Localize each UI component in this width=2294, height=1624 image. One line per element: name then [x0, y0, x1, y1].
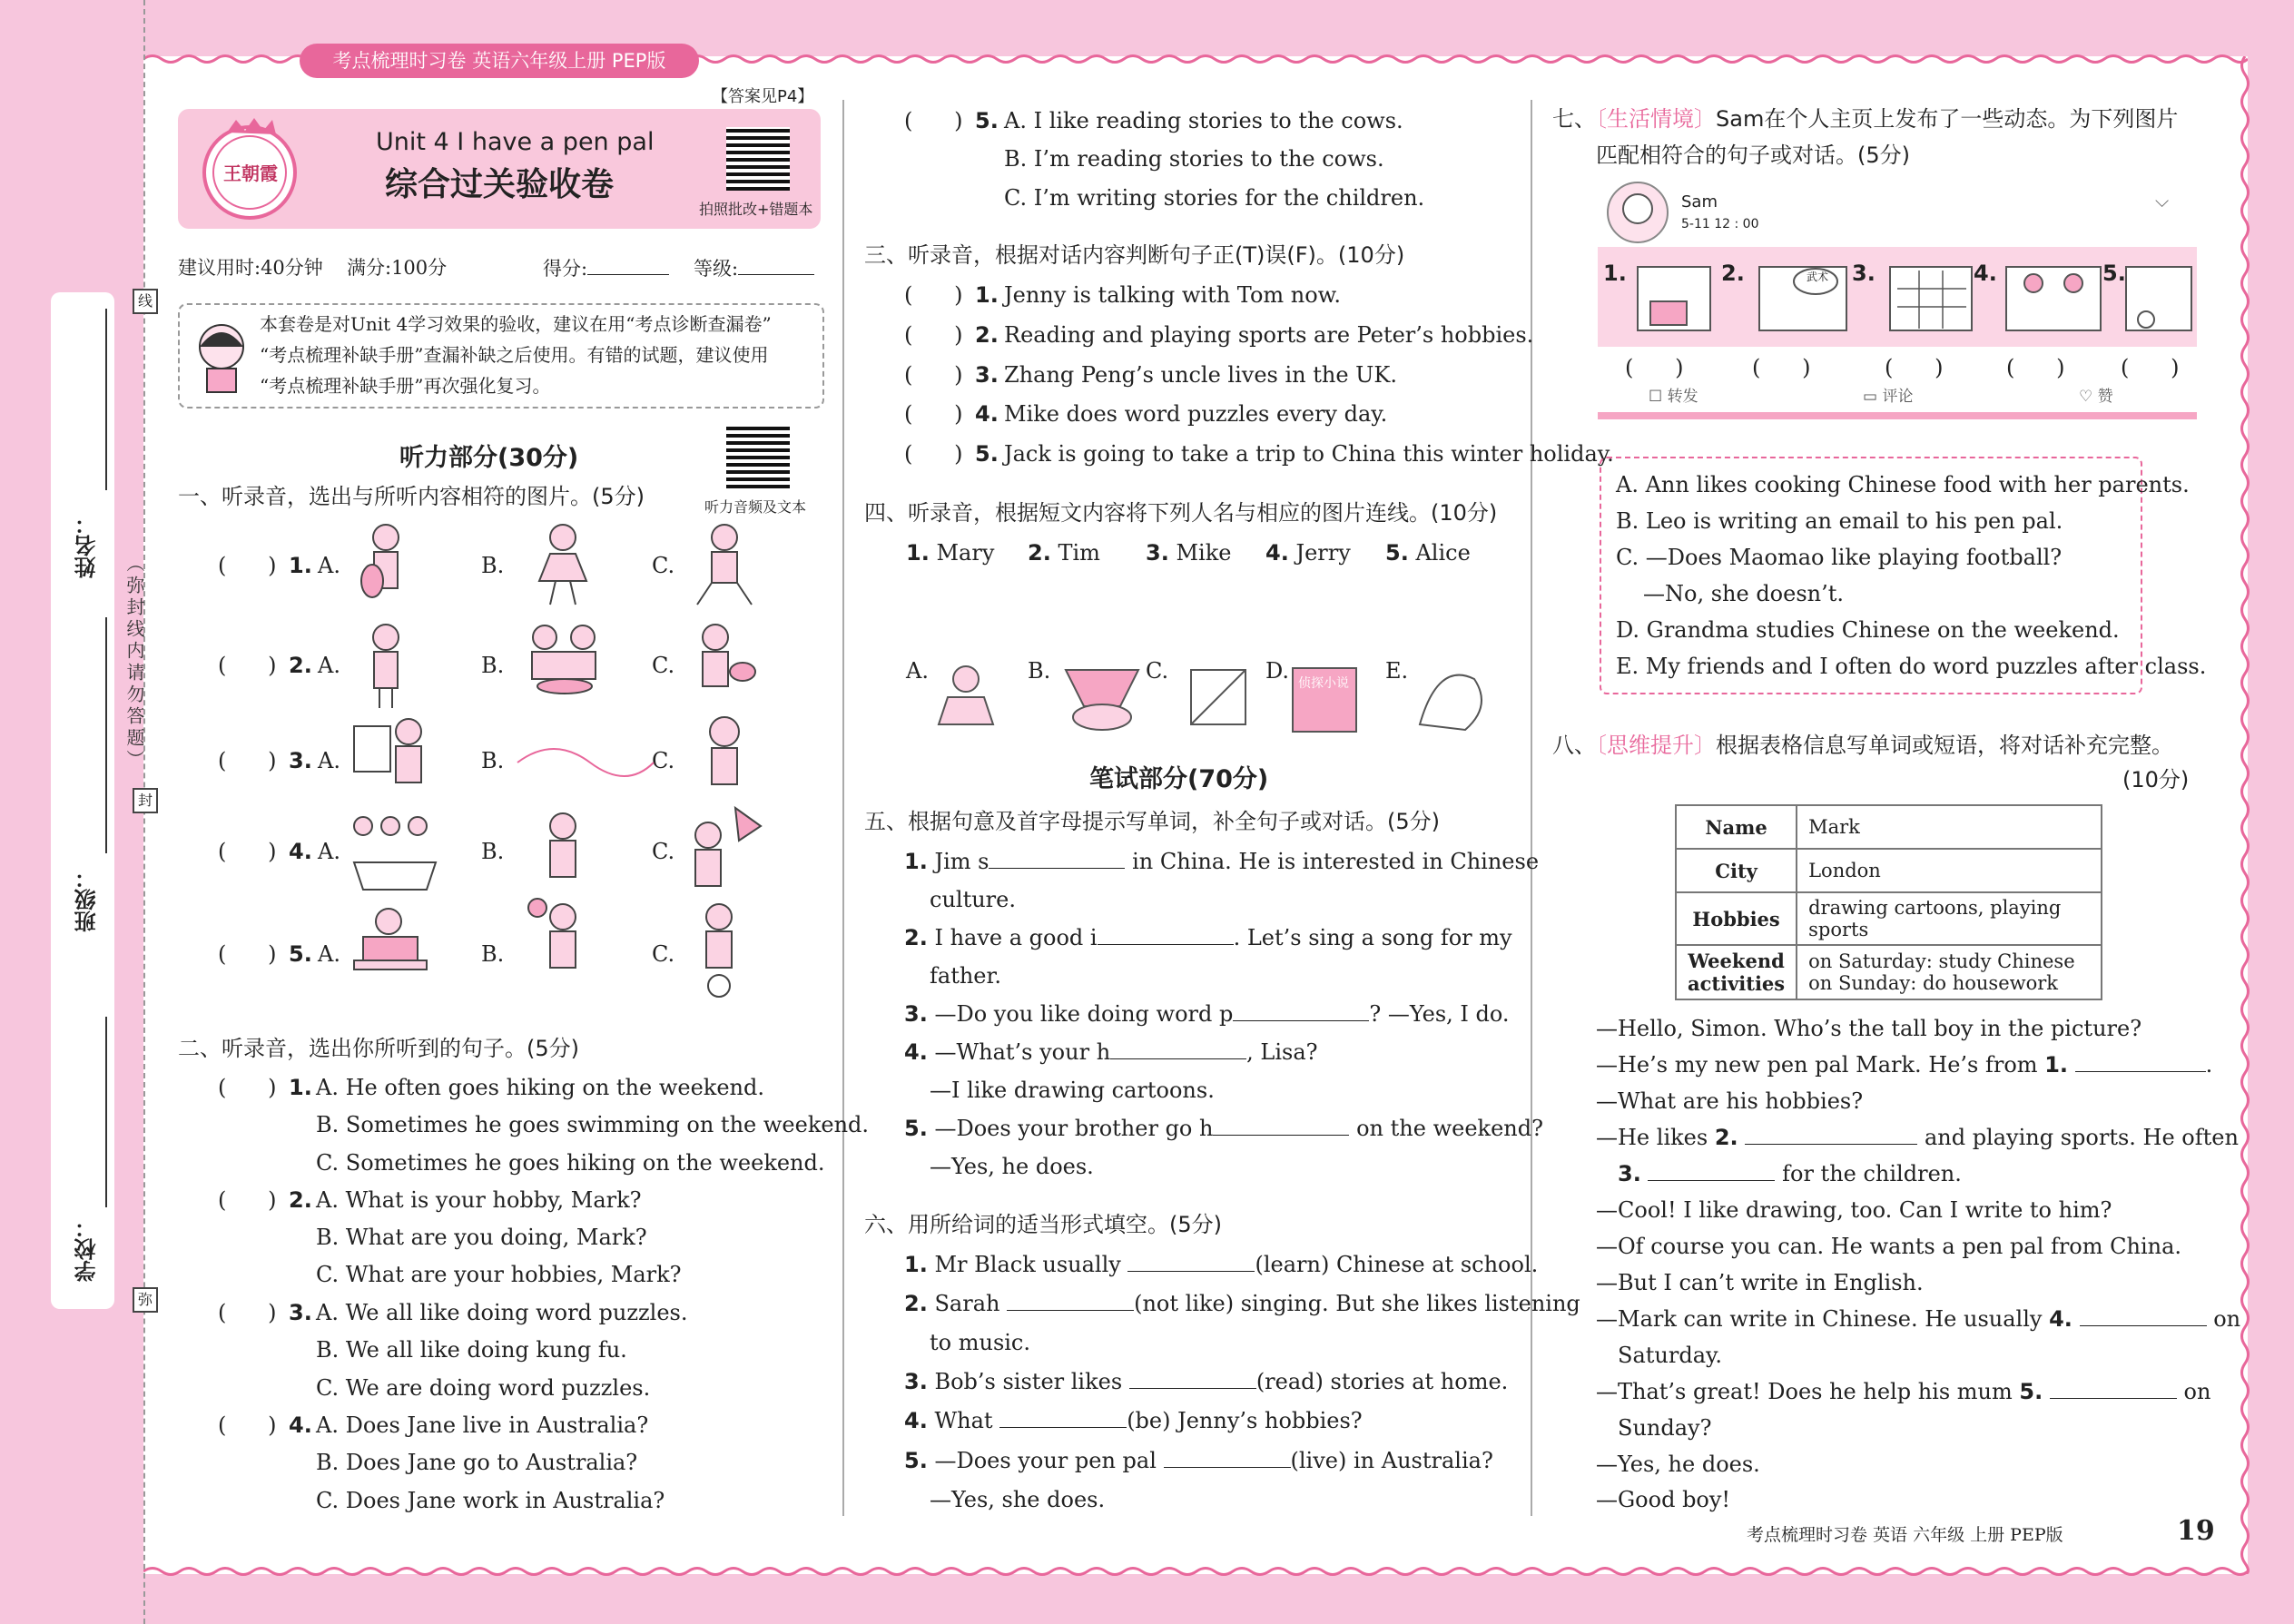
s7-title-1: 七、〔生活情境〕Sam在个人主页上发布了一些动态。为下列图片 — [1552, 106, 2179, 132]
table-row: Weekend activities on Saturday: study Chinese on Sunday: do housework — [1676, 945, 2102, 999]
full-meta: 满分:100分 — [347, 257, 448, 279]
wavy-border-bottom — [143, 1565, 2248, 1578]
s4-pic-a[interactable]: A. — [906, 658, 929, 684]
class-line[interactable] — [105, 617, 107, 853]
dialogue-line: —Cool! I like drawing, too. Can I write to him? — [1596, 1197, 2112, 1223]
s1-opt-c[interactable]: C. — [652, 839, 675, 864]
s1-opt-c[interactable]: C. — [652, 941, 675, 967]
unit-title: Unit 4 I have a pen pal — [376, 128, 655, 156]
avatar — [1605, 180, 1670, 245]
note-line-3: “考点梳理补缺手册”再次强化复习。 — [260, 375, 551, 397]
header-tab: 考点梳理时习卷 英语六年级上册 PEP版 — [300, 44, 699, 78]
s3-num: 3. — [975, 362, 999, 388]
s6-blank[interactable] — [1007, 1290, 1134, 1311]
post-time: 5-11 12 : 00 — [1681, 217, 1759, 231]
s4-name-2[interactable]: 2. Tim — [1028, 540, 1100, 566]
like-icon: ♡ — [2079, 388, 2093, 406]
s4-name-4[interactable]: 4. Jerry — [1265, 540, 1351, 566]
s3-text: Mike does word puzzles every day. — [1004, 401, 1388, 427]
dialogue-line: —But I can’t write in English. — [1596, 1270, 1924, 1295]
dialogue-line: —Hello, Simon. Who’s the tall boy in the picture? — [1596, 1016, 2142, 1041]
school-line[interactable] — [105, 1017, 107, 1207]
s1-illustrations — [345, 517, 772, 1008]
post-pic-1: 1. — [1603, 261, 1627, 286]
s2-opt[interactable]: C. Does Jane work in Australia? — [316, 1488, 665, 1513]
s2-opt[interactable]: C. I’m writing stories for the children. — [1004, 185, 1425, 211]
s6-item-3: 3. Bob’s sister likes (read) stories at home. — [904, 1369, 1509, 1394]
s1-num: 3. — [289, 748, 312, 773]
s6-item-4: 4. What (be) Jenny’s hobbies? — [904, 1408, 1363, 1433]
s7-option-c: C. —Does Maomao like playing football? — [1616, 545, 2063, 570]
s6-blank[interactable] — [1129, 1368, 1256, 1389]
s8-blank-1[interactable] — [2075, 1051, 2206, 1072]
s2-opt[interactable]: C. What are your hobbies, Mark? — [316, 1262, 682, 1287]
s5-item-2-cont: father. — [930, 963, 1001, 989]
s2-opt[interactable]: A. We all like doing word puzzles. — [316, 1300, 688, 1325]
dialogue-line: —What are his hobbies? — [1596, 1088, 1864, 1114]
s3-text: Jenny is talking with Tom now. — [1004, 282, 1342, 308]
s6-blank[interactable] — [1164, 1447, 1291, 1468]
s5-blank[interactable] — [1213, 1115, 1349, 1136]
post-user: Sam — [1681, 192, 1718, 212]
mark-line: 线 — [133, 289, 158, 314]
score-label: 得分: — [543, 258, 588, 280]
column-divider-1 — [842, 100, 844, 1516]
s7-title-2: 匹配相符合的句子或对话。(5分) — [1596, 143, 1910, 168]
note-line-2: “考点梳理补缺手册”查漏补缺之后使用。有错的试题，建议使用 — [260, 344, 769, 366]
answer-paren-1[interactable]: ( ) — [1625, 355, 1684, 380]
like-button[interactable]: ♡ 赞 — [2079, 388, 2113, 406]
dialogue-line: Saturday. — [1618, 1343, 1722, 1368]
class-label: 班级： — [74, 867, 100, 932]
s1-opt-c[interactable]: C. — [652, 748, 675, 773]
s8-score: (10分) — [2122, 767, 2190, 792]
s6-item-2: 2. Sarah (not like) singing. But she likes listening — [904, 1291, 1580, 1316]
s5-item-2: 2. I have a good i . Let’s sing a song for my — [904, 925, 1512, 950]
s2-opt[interactable]: B. I’m reading stories to the cows. — [1004, 146, 1384, 172]
s2-opt[interactable]: A. He often goes hiking on the weekend. — [316, 1075, 764, 1100]
share-button[interactable]: ☐ 转发 — [1649, 388, 1698, 406]
share-icon: ☐ — [1649, 388, 1663, 406]
s8-blank-5[interactable] — [2050, 1378, 2177, 1399]
grade-label: 等级: — [694, 258, 739, 280]
post-pic-5: 5. — [2102, 261, 2126, 286]
main-title: 综合过关验收卷 — [385, 166, 615, 203]
school-label: 学校： — [74, 1216, 100, 1282]
logo-text: 王朝霞 — [223, 162, 278, 184]
wavy-border-right — [2239, 56, 2251, 1574]
listening-heading: 听力部分(30分) — [399, 444, 579, 472]
post-pic-4: 4. — [1974, 261, 1997, 286]
s5-item-3: 3. —Do you like doing word p ? —Yes, I do. — [904, 1001, 1510, 1027]
s4-pic-e[interactable]: E. — [1385, 658, 1409, 684]
answer-paren-3[interactable]: ( ) — [1885, 355, 1944, 380]
sam-post-card — [1598, 174, 2197, 419]
answer-ref: 【答案见P4】 — [712, 87, 814, 106]
s5-item-4-cont: —I like drawing cartoons. — [930, 1078, 1215, 1103]
s1-opt-b[interactable]: B. — [481, 653, 505, 678]
s7-option-e: E. My friends and I often do word puzzles after class. — [1616, 654, 2207, 679]
s6-item-2-cont: to music. — [930, 1330, 1030, 1355]
s7-option-a: A. Ann likes cooking Chinese food with her parents. — [1616, 472, 2190, 497]
footer-text: 考点梳理时习卷 英语 六年级 上册 PEP版 — [1747, 1525, 2063, 1545]
book-label: 侦探小说 — [1298, 676, 1349, 691]
s2-opt[interactable]: A. Does Jane live in Australia? — [316, 1412, 649, 1438]
s1-opt-a[interactable]: A. — [318, 553, 340, 578]
table-row: Name Mark — [1676, 805, 2102, 849]
s2-opt[interactable]: C. We are doing word puzzles. — [316, 1375, 651, 1401]
s3-num: 2. — [975, 322, 999, 348]
s2-opt[interactable]: A. What is your hobby, Mark? — [316, 1187, 642, 1213]
note-line-1: 本套卷是对Unit 4学习效果的验收，建议在用“考点诊断查漏卷” — [260, 313, 772, 335]
name-label: 姓名： — [74, 513, 100, 578]
dialogue-line: —That’s great! Does he help his mum 5. on — [1596, 1379, 2211, 1404]
s3-num: 4. — [975, 401, 999, 427]
seal-note: （弥封线内请勿答题） — [123, 554, 145, 772]
s4-pic-b[interactable]: B. — [1028, 658, 1051, 684]
s2-opt[interactable]: B. We all like doing kung fu. — [316, 1337, 627, 1363]
title-box — [178, 109, 821, 229]
s5-blank[interactable] — [1098, 924, 1234, 945]
answer-paren-5[interactable]: ( ) — [2121, 355, 2180, 380]
post-pic-3: 3. — [1852, 261, 1876, 286]
post-pic-2: 2. — [1721, 261, 1745, 286]
s8-blank-2[interactable] — [1745, 1124, 1917, 1145]
s5-item-1-cont: culture. — [930, 887, 1016, 912]
s3-num: 5. — [975, 441, 999, 467]
answer-paren-2[interactable]: ( ) — [1752, 355, 1811, 380]
page-number: 19 — [2177, 1515, 2215, 1547]
card-bottom-bar — [1598, 412, 2197, 419]
s1-opt-c[interactable]: C. — [652, 653, 675, 678]
s5-blank[interactable] — [1110, 1038, 1246, 1059]
post-pictures — [1625, 256, 2197, 343]
s1-opt-a[interactable]: A. — [318, 941, 340, 967]
s5-item-4: 4. —What’s your h , Lisa? — [904, 1039, 1318, 1065]
s2-opt[interactable]: C. Sometimes he goes hiking on the weekend. — [316, 1150, 825, 1176]
s7-option-d: D. Grandma studies Chinese on the weekend. — [1616, 617, 2120, 643]
writing-heading: 笔试部分(70分) — [1089, 765, 1269, 793]
s1-opt-b[interactable]: B. — [481, 553, 505, 578]
s8-blank-3[interactable] — [1648, 1160, 1775, 1181]
s2-opt[interactable]: B. Does Jane go to Australia? — [316, 1450, 638, 1475]
s1-opt-a[interactable]: A. — [318, 748, 340, 773]
s3-text: Zhang Peng’s uncle lives in the UK. — [1004, 362, 1397, 388]
s3-text: Jack is going to take a trip to China this winter holiday. — [1004, 441, 1614, 467]
info-table — [1675, 804, 2102, 1000]
s6-blank[interactable] — [999, 1407, 1127, 1428]
s5-blank[interactable] — [1233, 1000, 1369, 1021]
dialogue-line: —Mark can write in Chinese. He usually 4. on — [1596, 1306, 2241, 1332]
s4-illustrations — [930, 652, 1511, 743]
chevron-down-icon[interactable]: ⌵ — [2155, 190, 2170, 212]
note-box — [178, 303, 824, 408]
s1-opt-a[interactable]: A. — [318, 839, 340, 864]
s7-option-c2: —No, she doesn’t. — [1643, 581, 1845, 606]
qr-code-icon[interactable] — [726, 127, 790, 191]
s1-num: 4. — [289, 839, 312, 864]
s3-num: 1. — [975, 282, 999, 308]
s1-num: 2. — [289, 653, 312, 678]
score-blank[interactable] — [587, 254, 669, 275]
s2-opt[interactable]: B. What are you doing, Mark? — [316, 1225, 647, 1250]
s6-item-1: 1. Mr Black usually (learn) Chinese at school. — [904, 1252, 1539, 1277]
dialogue-line: —Of course you can. He wants a pen pal from China. — [1596, 1234, 2182, 1259]
s2-num: 1. — [289, 1075, 312, 1100]
s2-num: 4. — [289, 1412, 312, 1438]
listening-qr-label: 听力音频及文本 — [704, 498, 807, 516]
s6-item-5: 5. —Does your pen pal (live) in Australia? — [904, 1448, 1493, 1473]
s6-title: 六、用所给词的适当形式填空。(5分) — [864, 1212, 1222, 1237]
s1-opt-b[interactable]: B. — [481, 839, 505, 864]
listening-qr-icon[interactable] — [726, 425, 790, 488]
grade-meta — [694, 254, 814, 282]
dialogue-line: —He’s my new pen pal Mark. He’s from 1. . — [1596, 1052, 2213, 1078]
dialogue-line: —Yes, he does. — [1596, 1452, 1760, 1477]
grade-blank[interactable] — [738, 254, 814, 275]
s6-blank[interactable] — [1127, 1251, 1255, 1272]
qr-label: 拍照批改+错题本 — [699, 201, 813, 218]
dialogue-line: —He likes 2. and playing sports. He often — [1596, 1125, 2239, 1150]
s3-text: Reading and playing sports are Peter’s hobbies. — [1004, 322, 1534, 348]
s7-option-b: B. Leo is writing an email to his pen pal. — [1616, 508, 2063, 534]
s5-item-5-cont: —Yes, he does. — [930, 1154, 1094, 1179]
s4-name-5[interactable]: 5. Alice — [1385, 540, 1471, 566]
table-row: Hobbies drawing cartoons, playing sports — [1676, 892, 2102, 945]
comment-icon: ▭ — [1863, 388, 1878, 406]
s1-num: 1. — [289, 553, 312, 578]
mark-mi: 弥 — [133, 1287, 158, 1313]
s1-opt-a[interactable]: A. — [318, 653, 340, 678]
name-line[interactable] — [105, 309, 107, 490]
s5-item-1: 1. Jim s in China. He is interested in Chinese — [904, 849, 1540, 874]
time-meta: 建议用时:40分钟 — [178, 257, 323, 279]
s4-pic-d[interactable]: D. — [1265, 658, 1290, 684]
dialogue-line: 3. for the children. — [1618, 1161, 1962, 1186]
s1-opt-c[interactable]: C. — [652, 553, 675, 578]
s2-opt[interactable]: A. I like reading stories to the cows. — [1004, 108, 1403, 133]
s6-item-5-cont: —Yes, she does. — [930, 1487, 1106, 1512]
dialogue-line: Sunday? — [1618, 1415, 1712, 1441]
s7-options-box — [1600, 457, 2207, 694]
mark-seal: 封 — [133, 788, 158, 813]
answer-paren-4[interactable]: ( ) — [2006, 355, 2065, 380]
score-meta — [543, 254, 669, 282]
dialogue-line: —Good boy! — [1596, 1487, 1731, 1512]
s1-title: 一、听录音，选出与所听内容相符的图片。(5分) — [178, 484, 645, 509]
s4-name-1[interactable]: 1. Mary — [906, 540, 995, 566]
s4-title: 四、听录音，根据短文内容将下列人名与相应的图片连线。(10分) — [864, 500, 1498, 526]
s4-pic-c[interactable]: C. — [1146, 658, 1169, 684]
s3-title: 三、听录音，根据对话内容判断句子正(T)误(F)。(10分) — [864, 242, 1405, 268]
s2-title: 二、听录音，选出你所听到的句子。(5分) — [178, 1036, 579, 1061]
s8-blank-4[interactable] — [2080, 1305, 2207, 1326]
girl-icon — [187, 314, 256, 396]
comment-button[interactable]: ▭ 评论 — [1863, 388, 1914, 406]
table-row: City London — [1676, 849, 2102, 892]
s5-title: 五、根据句意及首字母提示写单词，补全句子或对话。(5分) — [864, 809, 1440, 834]
s1-num: 5. — [289, 941, 312, 967]
s1-opt-b[interactable]: B. — [481, 748, 505, 773]
s2-num: 2. — [289, 1187, 312, 1213]
s4-name-3[interactable]: 3. Mike — [1146, 540, 1232, 566]
bubble-text: 武术 — [1807, 271, 1829, 283]
s2-num: 5. — [975, 108, 999, 133]
s1-opt-b[interactable]: B. — [481, 941, 505, 967]
s5-item-5: 5. —Does your brother go h on the weekend? — [904, 1116, 1543, 1141]
s2-opt[interactable]: B. Sometimes he goes swimming on the weekend. — [316, 1112, 870, 1137]
s5-blank[interactable] — [989, 848, 1125, 869]
s2-num: 3. — [289, 1300, 312, 1325]
s8-title: 八、〔思维提升〕根据表格信息写单词或短语，将对话补充完整。 — [1552, 733, 2173, 758]
